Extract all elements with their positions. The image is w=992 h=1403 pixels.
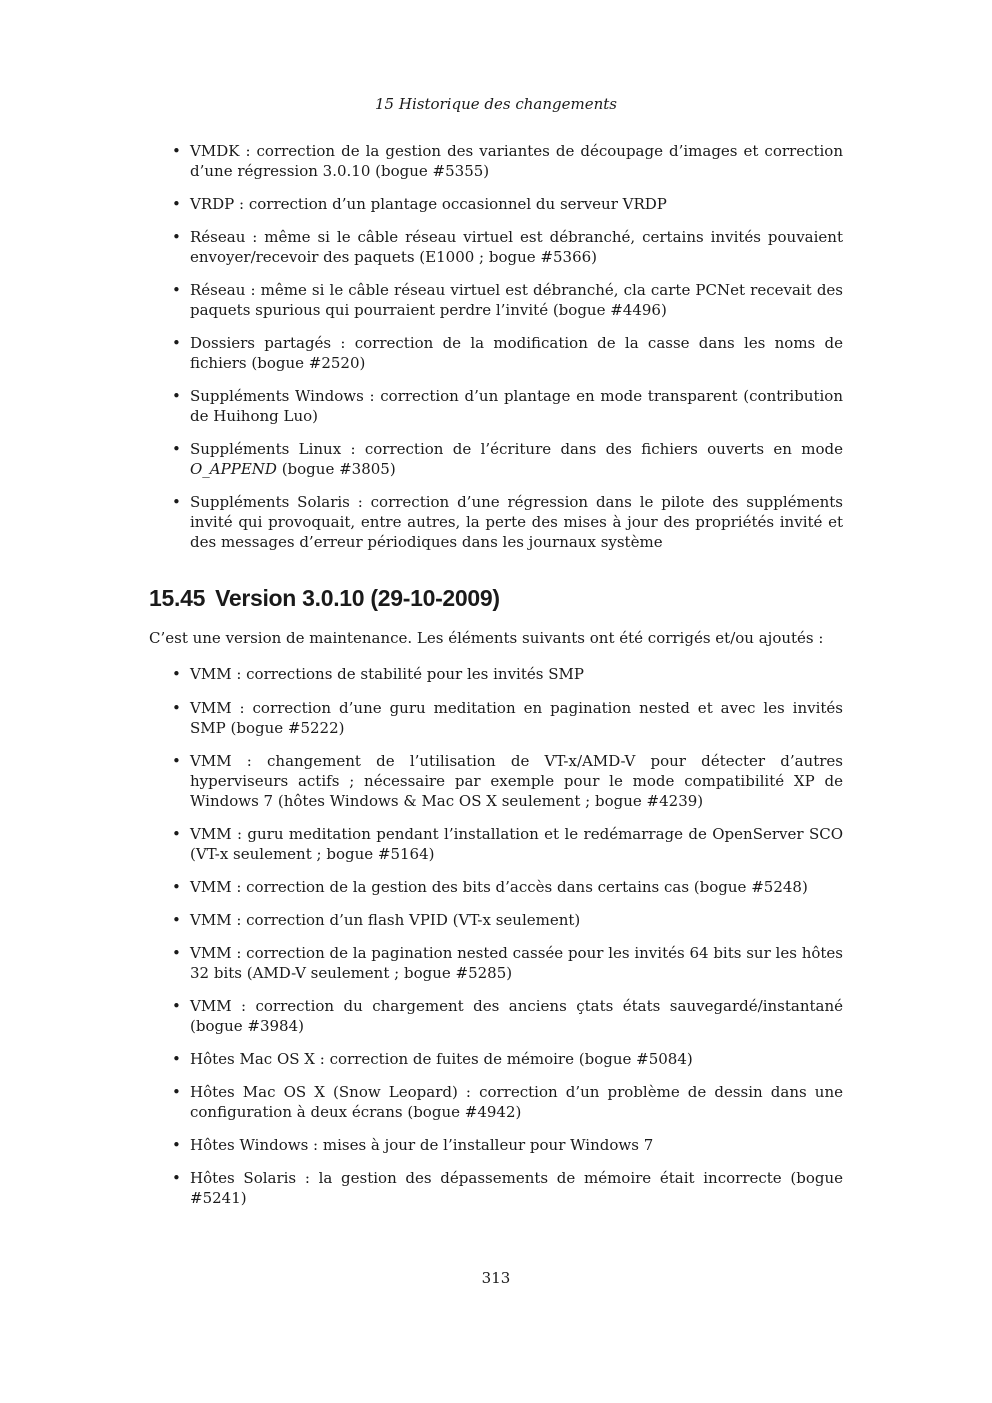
list-item [149, 996, 843, 1036]
list-item [149, 943, 843, 983]
list-item [149, 141, 843, 181]
list-item [149, 877, 843, 897]
bullet-icon: • [172, 878, 181, 896]
list-item [149, 333, 843, 373]
bullet-icon: • [172, 1136, 181, 1154]
bullet-icon: • [172, 1050, 181, 1068]
list-item [149, 439, 843, 479]
list-item-text: VMM : changement de l’utilisation de VT-x/AMD-V pour détecter d’autres hyperviseurs actifs ; nécessaire par exemple pour le mode compatibilité XP de Windows 7 (hôtes Windows & Mac OS X seulement ; bogue #4239) [190, 752, 843, 810]
list-item-text: Suppléments Solaris : correction d’une régression dans le pilote des suppléments invité qui provoquait, entre autres, la perte des mises à jour des propriétés invité et des messages d’erreur périodiques dans les journaux système [190, 493, 843, 551]
bullet-icon: • [172, 665, 181, 683]
list-item [149, 1049, 843, 1069]
list-item-text: VRDP : correction d’un plantage occasionnel du serveur VRDP [190, 195, 667, 213]
list-item [149, 824, 843, 864]
page-content [149, 141, 843, 1208]
section-heading [149, 584, 843, 612]
list-item [149, 280, 843, 320]
list-item [149, 1082, 843, 1122]
list-item [149, 910, 843, 930]
list-item-text: Hôtes Mac OS X (Snow Leopard) : correction d’un problème de dessin dans une configuration à deux écrans (bogue #4942) [190, 1083, 843, 1121]
list-item-text: VMM : correction d’une guru meditation en pagination nested et avec les invités SMP (bogue #5222) [190, 699, 843, 737]
bullet-icon: • [172, 195, 181, 213]
section-intro: C’est une version de maintenance. Les éléments suivants ont été corrigés et/ou ajoutés : [149, 629, 824, 647]
list-item [149, 1135, 843, 1155]
bullet-icon: • [172, 944, 181, 962]
list-item [149, 227, 843, 267]
list-item-text: Suppléments Windows : correction d’un plantage en mode transparent (contribution de Huihong Luo) [190, 387, 843, 425]
bullet-icon: • [172, 1169, 181, 1187]
list-item-text: VMM : corrections de stabilité pour les invités SMP [190, 665, 584, 683]
bullet-icon: • [172, 493, 181, 511]
list-item [149, 194, 843, 214]
bullet-icon: • [172, 334, 181, 352]
list-item-text-after: (bogue #3805) [276, 460, 396, 478]
list-item-text: Hôtes Mac OS X : correction de fuites de mémoire (bogue #5084) [190, 1050, 693, 1068]
bullet-icon: • [172, 911, 181, 929]
bullet-icon: • [172, 387, 181, 405]
bullet-icon: • [172, 825, 181, 843]
list-item [149, 386, 843, 426]
list-item-text: Réseau : même si le câble réseau virtuel est débranché, certains invités pouvaient envoyer/recevoir des paquets (E1000 ; bogue #5366) [190, 228, 843, 266]
list-item-text: Dossiers partagés : correction de la modification de la casse dans les noms de fichiers (bogue #2520) [190, 334, 843, 372]
list-item-text: VMM : correction de la pagination nested cassée pour les invités 64 bits sur les hôtes 32 bits (AMD-V seulement ; bogue #5285) [190, 944, 843, 982]
bullet-icon: • [172, 228, 181, 246]
list-item-text: VMM : correction de la gestion des bits d’accès dans certains cas (bogue #5248) [190, 878, 808, 896]
code-term: O_APPEND [190, 460, 277, 478]
bullet-icon: • [172, 752, 181, 770]
section-number: 15.45 [149, 585, 206, 611]
bullet-icon: • [172, 142, 181, 160]
bullet-icon: • [172, 699, 181, 717]
list-item-text: Réseau : même si le câble réseau virtuel est débranché, cla carte PCNet recevait des paquets spurious qui pourraient perdre l’invité (bogue #4496) [190, 281, 843, 319]
list-item [149, 492, 843, 552]
list-item [149, 1168, 843, 1208]
list-item-text: Hôtes Solaris : la gestion des dépassements de mémoire était incorrecte (bogue #5241) [190, 1169, 843, 1207]
changelog-list-top [149, 141, 843, 552]
bullet-icon: • [172, 1083, 181, 1101]
list-item-text: VMDK : correction de la gestion des variantes de découpage d’images et correction d’une régression 3.0.10 (bogue #5355) [190, 142, 843, 180]
bullet-icon: • [172, 997, 181, 1015]
section-title: Version 3.0.10 (29-10-2009) [215, 585, 500, 611]
list-item-text: VMM : correction du chargement des anciens çtats états sauvegardé/instantané (bogue #3984) [190, 997, 843, 1035]
page-number: 313 [481, 1269, 511, 1287]
list-item-text: VMM : guru meditation pendant l’installation et le redémarrage de OpenServer SCO (VT-x seulement ; bogue #5164) [190, 825, 843, 863]
running-header: 15 Historique des changements [375, 95, 617, 113]
list-item [149, 664, 843, 684]
list-item-text [190, 440, 843, 478]
list-item-text: Hôtes Windows : mises à jour de l’installeur pour Windows 7 [190, 1136, 654, 1154]
bullet-icon: • [172, 440, 181, 458]
changelog-list-bottom [149, 664, 843, 1208]
list-item-text: VMM : correction d’un flash VPID (VT-x seulement) [190, 911, 581, 929]
list-item [149, 698, 843, 738]
list-item-text-before: Suppléments Linux : correction de l’écriture dans des fichiers ouverts en mode [190, 440, 843, 458]
list-item [149, 751, 843, 811]
bullet-icon: • [172, 281, 181, 299]
